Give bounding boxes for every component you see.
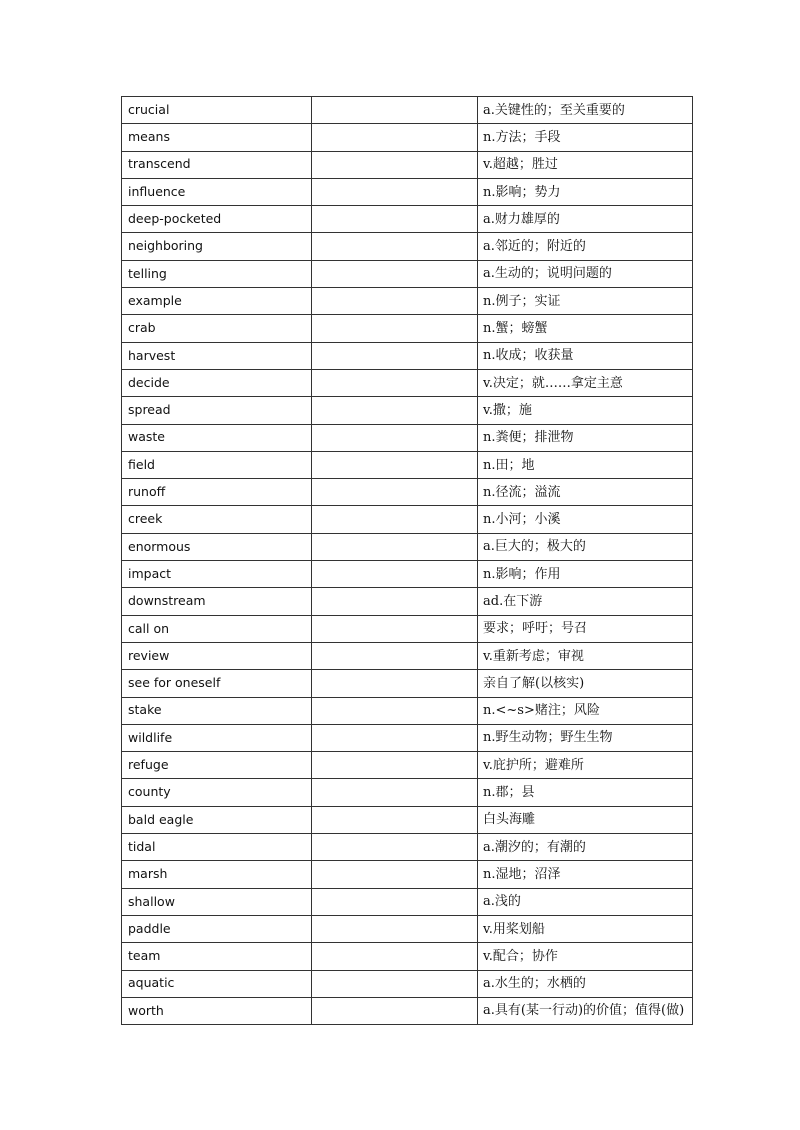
blank-answer-cell: [312, 642, 478, 669]
chinese-meaning-cell: a.财力雄厚的: [478, 206, 693, 233]
vocab-row: [122, 288, 693, 315]
chinese-meaning-cell: n.径流；溢流: [478, 479, 693, 506]
chinese-meaning-cell: v.用桨划船: [478, 915, 693, 942]
vocab-row: [122, 724, 693, 751]
chinese-meaning-cell: a.具有(某一行动)的价值；值得(做): [478, 997, 693, 1024]
chinese-meaning-cell: a.潮汐的；有潮的: [478, 834, 693, 861]
blank-answer-cell: [312, 451, 478, 478]
chinese-meaning-cell: n.<~s>赌注；风险: [478, 697, 693, 724]
blank-answer-cell: [312, 943, 478, 970]
english-word-cell: field: [122, 451, 312, 478]
chinese-meaning-cell: v.超越；胜过: [478, 151, 693, 178]
english-word-cell: worth: [122, 997, 312, 1024]
chinese-meaning-cell: a.邻近的；附近的: [478, 233, 693, 260]
blank-answer-cell: [312, 615, 478, 642]
vocab-row: [122, 206, 693, 233]
chinese-meaning-cell: n.田；地: [478, 451, 693, 478]
chinese-meaning-cell: a.水生的；水栖的: [478, 970, 693, 997]
blank-answer-cell: [312, 697, 478, 724]
vocab-row: [122, 151, 693, 178]
vocab-row: [122, 861, 693, 888]
chinese-meaning-cell: n.影响；作用: [478, 561, 693, 588]
chinese-meaning-cell: v.配合；协作: [478, 943, 693, 970]
vocab-row: [122, 888, 693, 915]
chinese-meaning-cell: n.收成；收获量: [478, 342, 693, 369]
vocab-row: [122, 97, 693, 124]
blank-answer-cell: [312, 588, 478, 615]
vocab-row: [122, 178, 693, 205]
vocab-row: [122, 670, 693, 697]
blank-answer-cell: [312, 915, 478, 942]
blank-answer-cell: [312, 752, 478, 779]
blank-answer-cell: [312, 151, 478, 178]
blank-answer-cell: [312, 806, 478, 833]
blank-answer-cell: [312, 533, 478, 560]
vocab-row: [122, 451, 693, 478]
blank-answer-cell: [312, 288, 478, 315]
vocab-row: [122, 779, 693, 806]
english-word-cell: paddle: [122, 915, 312, 942]
blank-answer-cell: [312, 97, 478, 124]
chinese-meaning-cell: n.粪便；排泄物: [478, 424, 693, 451]
chinese-meaning-cell: 要求；呼吁；号召: [478, 615, 693, 642]
blank-answer-cell: [312, 260, 478, 287]
vocab-row: [122, 315, 693, 342]
vocab-row: [122, 561, 693, 588]
english-word-cell: downstream: [122, 588, 312, 615]
chinese-meaning-cell: 亲自了解(以核实): [478, 670, 693, 697]
english-word-cell: spread: [122, 397, 312, 424]
blank-answer-cell: [312, 561, 478, 588]
vocab-row: [122, 124, 693, 151]
english-word-cell: refuge: [122, 752, 312, 779]
vocab-row: [122, 997, 693, 1024]
english-word-cell: review: [122, 642, 312, 669]
vocab-row: [122, 342, 693, 369]
vocab-row: [122, 642, 693, 669]
vocab-row: [122, 260, 693, 287]
blank-answer-cell: [312, 397, 478, 424]
english-word-cell: means: [122, 124, 312, 151]
english-word-cell: marsh: [122, 861, 312, 888]
english-word-cell: transcend: [122, 151, 312, 178]
vocab-row: [122, 615, 693, 642]
english-word-cell: neighboring: [122, 233, 312, 260]
chinese-meaning-cell: v.重新考虑；审视: [478, 642, 693, 669]
english-word-cell: waste: [122, 424, 312, 451]
blank-answer-cell: [312, 342, 478, 369]
english-word-cell: influence: [122, 178, 312, 205]
chinese-meaning-cell: a.浅的: [478, 888, 693, 915]
vocab-row: [122, 369, 693, 396]
chinese-meaning-cell: a.关键性的；至关重要的: [478, 97, 693, 124]
vocab-row: [122, 943, 693, 970]
chinese-meaning-cell: n.方法；手段: [478, 124, 693, 151]
vocab-row: [122, 970, 693, 997]
blank-answer-cell: [312, 724, 478, 751]
chinese-meaning-cell: v.决定；就……拿定主意: [478, 369, 693, 396]
vocab-row: [122, 233, 693, 260]
vocab-row: [122, 915, 693, 942]
english-word-cell: team: [122, 943, 312, 970]
vocab-row: [122, 588, 693, 615]
vocab-row: [122, 752, 693, 779]
blank-answer-cell: [312, 861, 478, 888]
english-word-cell: stake: [122, 697, 312, 724]
vocab-row: [122, 506, 693, 533]
blank-answer-cell: [312, 834, 478, 861]
vocab-row: [122, 533, 693, 560]
chinese-meaning-cell: n.野生动物；野生生物: [478, 724, 693, 751]
vocab-row: [122, 479, 693, 506]
blank-answer-cell: [312, 424, 478, 451]
blank-answer-cell: [312, 206, 478, 233]
vocab-row: [122, 697, 693, 724]
english-word-cell: tidal: [122, 834, 312, 861]
vocabulary-table: [121, 96, 693, 1025]
blank-answer-cell: [312, 997, 478, 1024]
english-word-cell: example: [122, 288, 312, 315]
blank-answer-cell: [312, 124, 478, 151]
english-word-cell: impact: [122, 561, 312, 588]
english-word-cell: county: [122, 779, 312, 806]
vocab-row: [122, 834, 693, 861]
english-word-cell: harvest: [122, 342, 312, 369]
chinese-meaning-cell: n.小河；小溪: [478, 506, 693, 533]
chinese-meaning-cell: ad.在下游: [478, 588, 693, 615]
blank-answer-cell: [312, 970, 478, 997]
vocab-row: [122, 806, 693, 833]
english-word-cell: crucial: [122, 97, 312, 124]
blank-answer-cell: [312, 779, 478, 806]
vocabulary-table-body: [122, 97, 693, 1025]
chinese-meaning-cell: a.巨大的；极大的: [478, 533, 693, 560]
english-word-cell: call on: [122, 615, 312, 642]
english-word-cell: telling: [122, 260, 312, 287]
blank-answer-cell: [312, 888, 478, 915]
english-word-cell: crab: [122, 315, 312, 342]
chinese-meaning-cell: n.湿地；沼泽: [478, 861, 693, 888]
chinese-meaning-cell: v.撒；施: [478, 397, 693, 424]
english-word-cell: creek: [122, 506, 312, 533]
english-word-cell: bald eagle: [122, 806, 312, 833]
chinese-meaning-cell: n.蟹；螃蟹: [478, 315, 693, 342]
blank-answer-cell: [312, 178, 478, 205]
chinese-meaning-cell: v.庇护所；避难所: [478, 752, 693, 779]
blank-answer-cell: [312, 369, 478, 396]
english-word-cell: aquatic: [122, 970, 312, 997]
english-word-cell: wildlife: [122, 724, 312, 751]
english-word-cell: deep-pocketed: [122, 206, 312, 233]
chinese-meaning-cell: n.影响；势力: [478, 178, 693, 205]
blank-answer-cell: [312, 479, 478, 506]
blank-answer-cell: [312, 670, 478, 697]
chinese-meaning-cell: n.例子；实证: [478, 288, 693, 315]
blank-answer-cell: [312, 315, 478, 342]
chinese-meaning-cell: n.郡；县: [478, 779, 693, 806]
english-word-cell: shallow: [122, 888, 312, 915]
chinese-meaning-cell: 白头海雕: [478, 806, 693, 833]
blank-answer-cell: [312, 506, 478, 533]
blank-answer-cell: [312, 233, 478, 260]
chinese-meaning-cell: a.生动的；说明问题的: [478, 260, 693, 287]
english-word-cell: decide: [122, 369, 312, 396]
vocab-row: [122, 397, 693, 424]
english-word-cell: enormous: [122, 533, 312, 560]
english-word-cell: runoff: [122, 479, 312, 506]
vocab-row: [122, 424, 693, 451]
english-word-cell: see for oneself: [122, 670, 312, 697]
